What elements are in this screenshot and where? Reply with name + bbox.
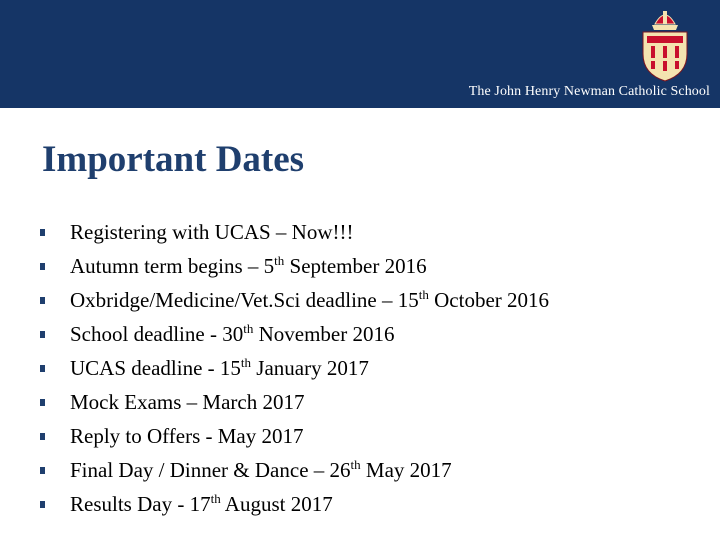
- ordinal-suffix: th: [418, 287, 429, 302]
- list-item-date-text: August 2017: [220, 492, 333, 516]
- ordinal-suffix: th: [210, 491, 221, 506]
- ordinal-suffix: th: [274, 253, 285, 268]
- bullet-square-icon: [40, 501, 45, 508]
- list-item-main-text: Oxbridge/Medicine/Vet.Sci deadline – 15: [70, 288, 419, 312]
- list-item-text: [70, 217, 353, 247]
- list-item-main-text: Autumn term begins – 5: [70, 254, 275, 278]
- school-crest-icon: [637, 6, 693, 82]
- list-item-main-text: UCAS deadline - 15: [70, 356, 241, 380]
- list-item-text: [70, 285, 549, 315]
- header-band: [0, 0, 720, 108]
- bullet-square-icon: [40, 229, 45, 236]
- page-title: Important Dates: [42, 139, 305, 180]
- list-item-date-text: May 2017: [360, 458, 452, 482]
- list-item-main-text: Results Day - 17: [70, 492, 211, 516]
- list-item-text: [70, 421, 304, 451]
- list-item-date-text: November 2016: [253, 322, 395, 346]
- list-item-text: [70, 353, 369, 383]
- bullet-square-icon: [40, 263, 45, 270]
- list-item-text: [70, 455, 452, 485]
- list-item-main-text: School deadline - 30: [70, 322, 244, 346]
- list-item-text: [70, 387, 304, 417]
- list-item-date-text: January 2017: [251, 356, 369, 380]
- list-item-main-text: Reply to Offers - May 2017: [70, 424, 304, 448]
- list-item-date-text: October 2016: [428, 288, 550, 312]
- bullet-square-icon: [40, 467, 45, 474]
- bullet-square-icon: [40, 365, 45, 372]
- list-item-text: [70, 251, 427, 281]
- school-name: The John Henry Newman Catholic School: [468, 84, 710, 99]
- bullet-square-icon: [40, 331, 45, 338]
- list-item-text: [70, 489, 333, 519]
- ordinal-suffix: th: [243, 321, 254, 336]
- bullet-square-icon: [40, 433, 45, 440]
- list-item-date-text: September 2016: [284, 254, 427, 278]
- bullet-square-icon: [40, 399, 45, 406]
- ordinal-suffix: th: [350, 457, 361, 472]
- bullet-square-icon: [40, 297, 45, 304]
- list-item-main-text: Registering with UCAS – Now!!!: [70, 220, 354, 244]
- list-item-main-text: Final Day / Dinner & Dance – 26: [70, 458, 351, 482]
- ordinal-suffix: th: [240, 355, 252, 370]
- list-item-text: [70, 319, 394, 349]
- list-item-main-text: Mock Exams – March 2017: [70, 390, 305, 414]
